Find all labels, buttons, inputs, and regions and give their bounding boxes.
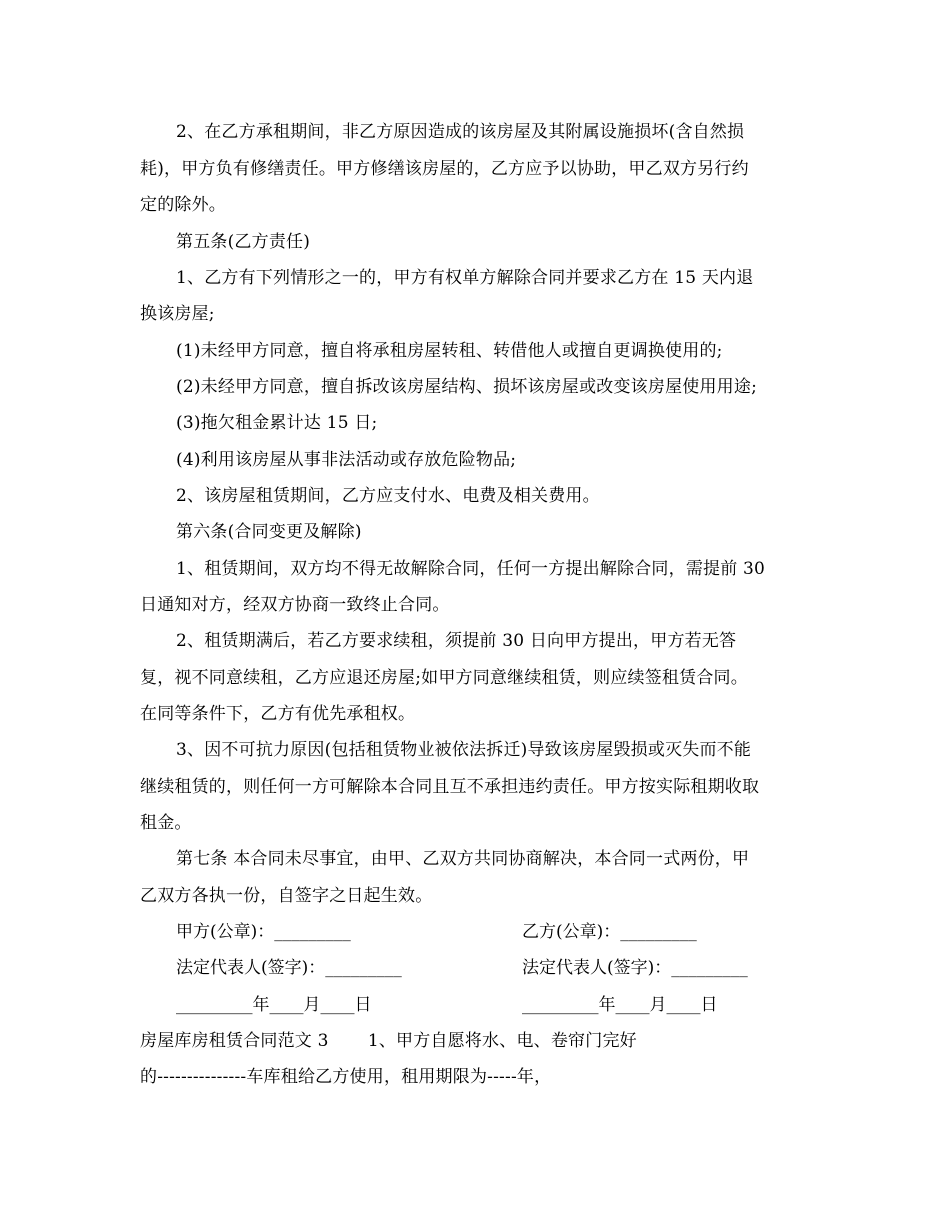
list-item: (4)利用该房屋从事非法活动或存放危险物品; <box>176 450 517 470</box>
party-a-date: _________年____月____日 <box>176 995 372 1015</box>
paragraph-line: 日通知对方，经双方协商一致终止合同。 <box>140 595 450 615</box>
paragraph-line: 租金。 <box>140 813 192 833</box>
list-item: (2)未经甲方同意，擅自拆改该房屋结构、损坏该房屋或改变该房屋使用用途; <box>176 377 758 397</box>
section-heading: 第五条(乙方责任) <box>176 232 311 252</box>
list-item: (1)未经甲方同意，擅自将承租房屋转租、转借他人或擅自更调换使用的; <box>176 341 723 361</box>
party-b-representative: 法定代表人(签字)：_________ <box>522 958 748 978</box>
paragraph-line: 继续租赁的，则任何一方可解除本合同且互不承担违约责任。甲方按实际租期收取 <box>140 777 760 797</box>
paragraph-line: 1、乙方有下列情形之一的，甲方有权单方解除合同并要求乙方在 15 天内退 <box>176 268 754 288</box>
paragraph-line: 3、因不可抗力原因(包括租赁物业被依法拆迁)导致该房屋毁损或灭失而不能 <box>176 740 752 760</box>
paragraph-line: 1、租赁期间，双方均不得无故解除合同，任何一方提出解除合同，需提前 30 <box>176 559 766 579</box>
section-heading: 第六条(合同变更及解除) <box>176 522 362 542</box>
paragraph-line: 耗)，甲方负有修缮责任。甲方修缮该房屋的，乙方应予以协助，甲乙双方另行约 <box>140 159 749 179</box>
party-b-seal: 乙方(公章)：_________ <box>522 922 697 942</box>
next-section-line: 房屋库房租赁合同范文 3 1、甲方自愿将水、电、卷帘门完好 <box>140 1031 637 1051</box>
next-section-line: 的---------------车库租给乙方使用，租用期限为-----年， <box>140 1067 552 1087</box>
paragraph-line: 在同等条件下，乙方有优先承租权。 <box>140 704 416 724</box>
party-b-date: _________年____月____日 <box>522 995 718 1015</box>
party-a-seal: 甲方(公章)：_________ <box>176 922 351 942</box>
paragraph-line: 第七条 本合同未尽事宜，由甲、乙双方共同协商解决，本合同一式两份，甲 <box>176 849 750 869</box>
paragraph-line: 复，视不同意续租，乙方应退还房屋;如甲方同意继续租赁，则应续签租赁合同。 <box>140 668 748 688</box>
paragraph-line: 2、在乙方承租期间，非乙方原因造成的该房屋及其附属设施损坏(含自然损 <box>176 122 745 142</box>
paragraph-line: 乙双方各执一份，自签字之日起生效。 <box>140 886 433 906</box>
paragraph-line: 2、该房屋租赁期间，乙方应支付水、电费及相关费用。 <box>176 486 600 506</box>
paragraph-line: 换该房屋; <box>140 304 215 324</box>
party-a-representative: 法定代表人(签字)：_________ <box>176 958 402 978</box>
paragraph-line: 2、租赁期满后，若乙方要求续租，须提前 30 日向甲方提出，甲方若无答 <box>176 631 737 651</box>
list-item: (3)拖欠租金累计达 15 日; <box>176 413 378 433</box>
paragraph-line: 定的除外。 <box>140 195 226 215</box>
